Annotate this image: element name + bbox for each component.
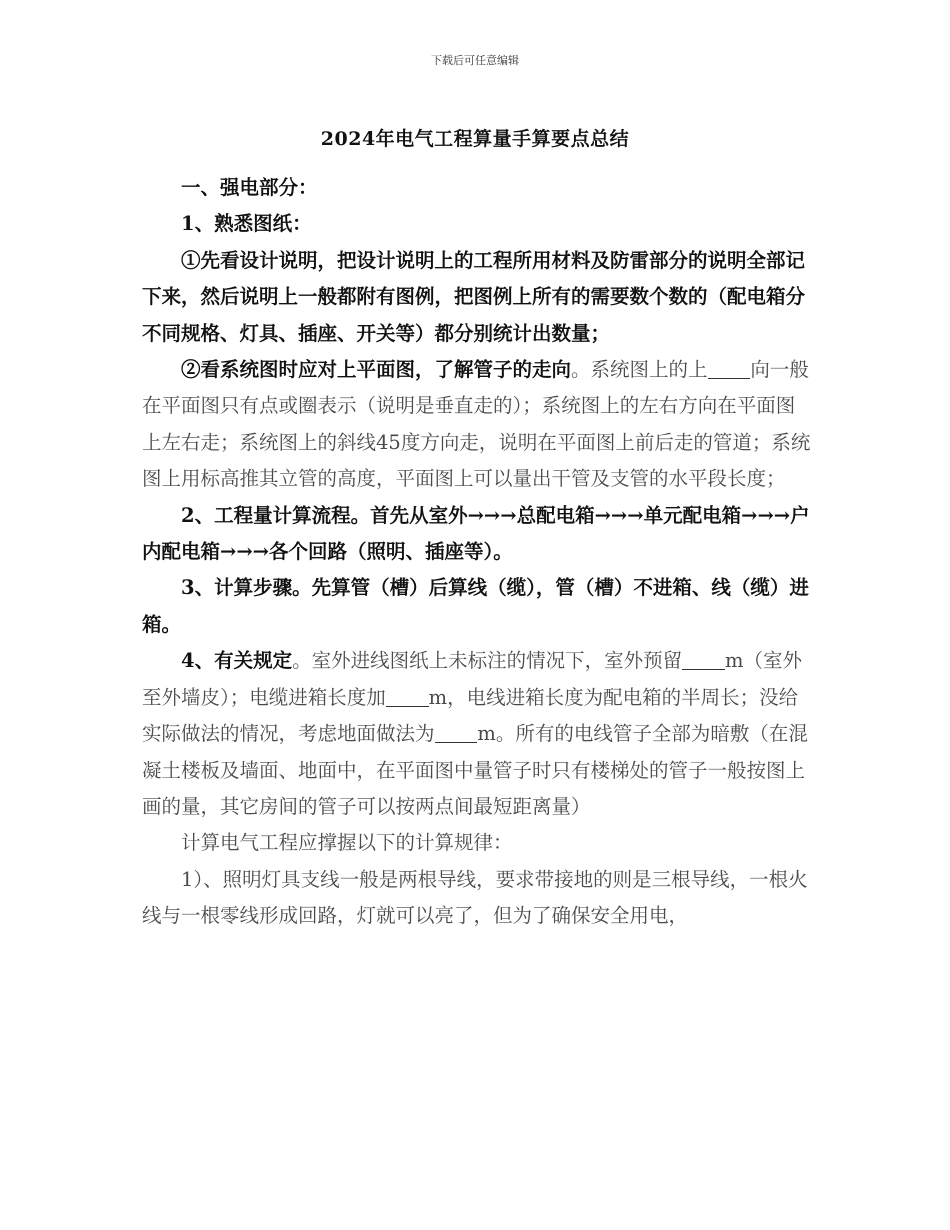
system-diagram-text-a: 。系统图上的上 — [571, 358, 708, 382]
regulations-lead: 4、有关规定 — [181, 649, 293, 673]
regulations-text-c: m，电线进箱长度为配电箱的半周长；没给实际做法的情况，考虑地面做法为 — [142, 685, 799, 746]
document-title: 2024年电气工程算量手算要点总结 — [320, 128, 630, 150]
paragraph-lighting-branch: 1）、照明灯具支线一般是两根导线，要求带接地的则是三根导线，一根火线与一根零线形成回路，灯就可以亮了，但为了确保安全用电， — [142, 867, 808, 928]
fill-blank — [386, 686, 429, 707]
page-header: 下载后可任意编辑 — [431, 54, 519, 67]
paragraph-calc-steps: 3、计算步骤。先算管（槽）后算线（缆），管（槽）不进箱、线（缆）进箱。 — [142, 576, 809, 636]
regulations-text-b: m（室外至外墙皮）；电缆进箱长度加 — [142, 649, 802, 709]
regulations-text-d: m。所有的电线管子全部为暗敷（在混凝土楼板及墙面、地面中，在平面图中量管子时只有楼梯处的管子一般按图上画的量，其它房间的管子可以按两点间最短距离量） — [142, 722, 808, 818]
system-diagram-lead: ②看系统图时应对上平面图，了解管子的走向 — [181, 358, 572, 382]
document-body — [142, 170, 814, 935]
paragraph-regulations — [142, 643, 814, 825]
fill-blank — [708, 358, 751, 379]
paragraph-design-notes: ①先看设计说明，把设计说明上的工程所用材料及防雷部分的说明全部记下来，然后说明上一般都附有图例，把图例上所有的需要数个数的（配电箱分不同规格、灯具、插座、开关等）都分别统计出数量； — [142, 248, 806, 345]
paragraph-system-diagram — [142, 352, 814, 498]
section-heading-strong-current: 一、强电部分： — [181, 176, 318, 199]
paragraph-calc-rules: 计算电气工程应撑握以下的计算规律： — [181, 831, 513, 855]
system-diagram-text-b: 向一般在平面图只有点或圈表示（说明是垂直走的）；系统图上的左右方向在平面图上左右走；系统图上的斜线45度方向走，说明在平面图上前后走的管道；系统图上用标高推其立管的高度，平面图上可以量出干管及支管的水平段长度； — [142, 358, 811, 491]
subheading-familiarize-drawings: 1、熟悉图纸： — [181, 212, 312, 236]
fill-blank — [682, 650, 725, 671]
fill-blank — [435, 723, 478, 744]
paragraph-calc-flow: 2、工程量计算流程。首先从室外→→→总配电箱→→→单元配电箱→→→户内配电箱→→→各个回路（照明、插座等）。 — [142, 503, 810, 564]
regulations-text-a: 。室外进线图纸上未标注的情况下，室外预留 — [292, 649, 683, 673]
